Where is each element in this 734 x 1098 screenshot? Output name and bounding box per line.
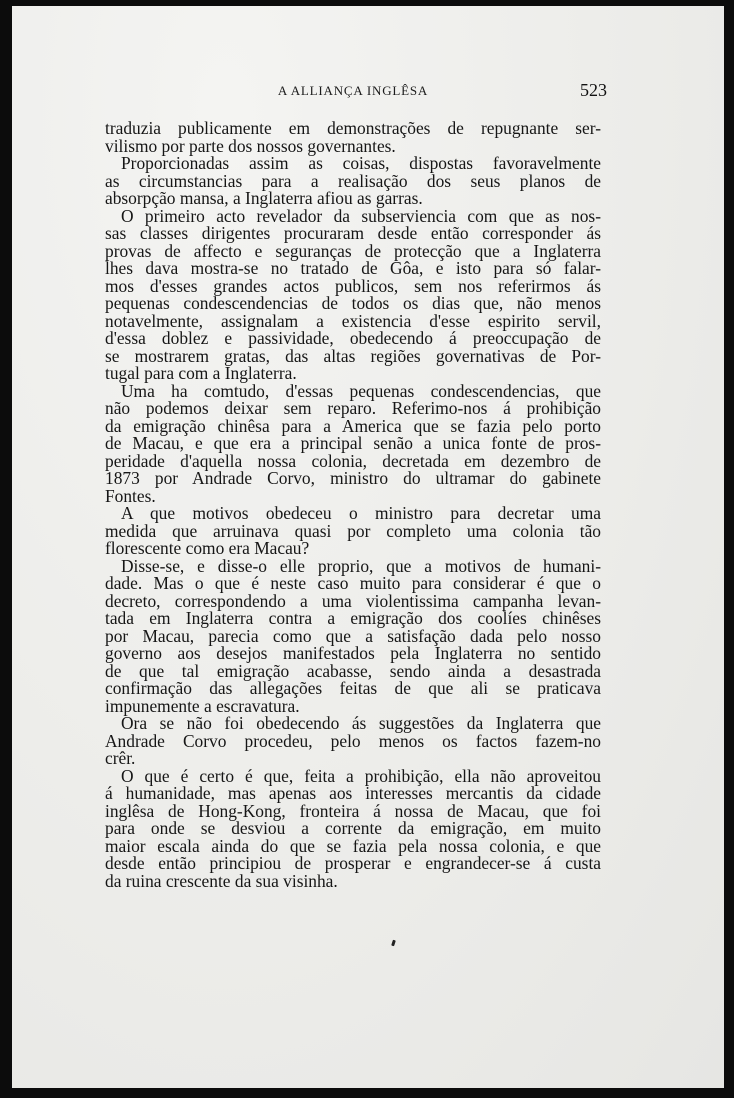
text-line: confirmação das allegações feitas de que ali se praticava <box>105 678 601 698</box>
text-line: desde então principiou de prosperar e engrandecer-se á custa <box>105 853 601 873</box>
text-line: decreto, correspondendo a uma violentissima campanha levan- <box>105 590 601 611</box>
text-line: absorpção mansa, a Inglaterra afiou as garras. <box>105 188 423 208</box>
text-line: florescente como era Macau? <box>105 538 310 558</box>
text-line: não podemos deixar sem reparo. Referimo-nos á prohibição <box>105 398 601 418</box>
body-text <box>105 120 601 890</box>
text-line: mos d'esses grandes actos publicos, sem nos referirmos ás <box>105 275 601 296</box>
text-line: da emigração chinêsa para a America que se fazia pelo porto <box>105 415 601 436</box>
text-line: d'essa doblez e passividade, obedecendo á preoccupação de <box>105 328 601 348</box>
text-line: lhes dava mostra-se no tratado de Gôa, e isto para só falar- <box>105 258 601 278</box>
text-line: O primeiro acto revelador da subserviencia com que as nos- <box>121 205 601 226</box>
text-line: notavelmente, assignalam a existencia d'esse espirito servil, <box>105 310 601 331</box>
text-line: tugal para com a Inglaterra. <box>105 363 297 383</box>
text-line: tada em Inglaterra contra a emigração dos coolíes chinêses <box>105 608 601 628</box>
text-line: A que motivos obedeceu o ministro para decretar uma <box>121 503 601 523</box>
text-line: dade. Mas o que é neste caso muito para considerar é que o <box>105 573 601 593</box>
text-line: traduzia publicamente em demonstrações de repugnante ser- <box>105 118 601 138</box>
chapter-title: A ALLIANÇA INGLÊSA <box>277 83 429 98</box>
text-line: Ora se não foi obedecendo ás suggestões da Inglaterra que <box>121 713 601 733</box>
text-line: maior escala ainda do que se fazia pela nossa colonia, e que <box>105 835 601 856</box>
text-line: Proporcionadas assim as coisas, dispostas favoravelmente <box>121 153 601 173</box>
text-line: pequenas condescendencias de todos os dias que, não menos <box>105 293 601 313</box>
text-line: por Macau, parecia como que a satisfação dada pelo nosso <box>105 625 601 646</box>
text-line: á humanidade, mas apenas aos interesses mercantis da cidade <box>105 783 601 803</box>
text-line: vilismo por parte dos nossos governantes. <box>105 135 396 156</box>
text-line: peridade d'aquella nossa colonia, decretada em dezembro de <box>105 450 601 471</box>
ink-speck <box>391 940 396 947</box>
text-line: medida que arruinava quasi por completo uma colonia tão <box>105 520 601 541</box>
text-line: Fontes. <box>105 485 156 506</box>
text-line: inglêsa de Hong-Kong, fronteira á nossa de Macau, que foi <box>105 800 601 821</box>
text-line: Uma ha comtudo, d'essas pequenas condescendencias, que <box>121 380 601 401</box>
text-line: de que tal emigração acabasse, sendo ainda a desastrada <box>105 660 601 681</box>
text-line: para onde se desviou a corrente da emigração, em muito <box>105 818 601 838</box>
text-line: de Macau, e que era a principal senão a unica fonte de pros- <box>105 433 601 453</box>
text-line: se mostrarem gratas, das altas regiões governativas de Por- <box>105 345 601 366</box>
text-line: crêr. <box>105 748 136 768</box>
book-page <box>12 6 724 1088</box>
text-line: as circumstancias para a realisação dos seus planos de <box>105 170 601 191</box>
text-line: Andrade Corvo procedeu, pelo menos os factos fazem-no <box>105 730 601 751</box>
page-number: 523 <box>580 80 607 100</box>
text-line: Disse-se, e disse-o elle proprio, que a motivos de humani- <box>121 555 601 576</box>
text-line: sas classes dirigentes procuraram desde então corresponder ás <box>105 223 601 243</box>
text-line: 1873 por Andrade Corvo, ministro do ultramar do gabinete <box>105 468 601 488</box>
text-line: da ruina crescente da sua visinha. <box>105 870 338 891</box>
text-line: provas de affecto e seguranças de protecção que a Inglaterra <box>105 240 601 261</box>
text-line: O que é certo é que, feita a prohibição, ella não aproveitou <box>121 765 601 786</box>
text-line: governo aos desejos manifestados pela Inglaterra no sentido <box>105 643 601 663</box>
text-line: impunemente a escravatura. <box>105 695 300 716</box>
running-head <box>105 80 607 103</box>
